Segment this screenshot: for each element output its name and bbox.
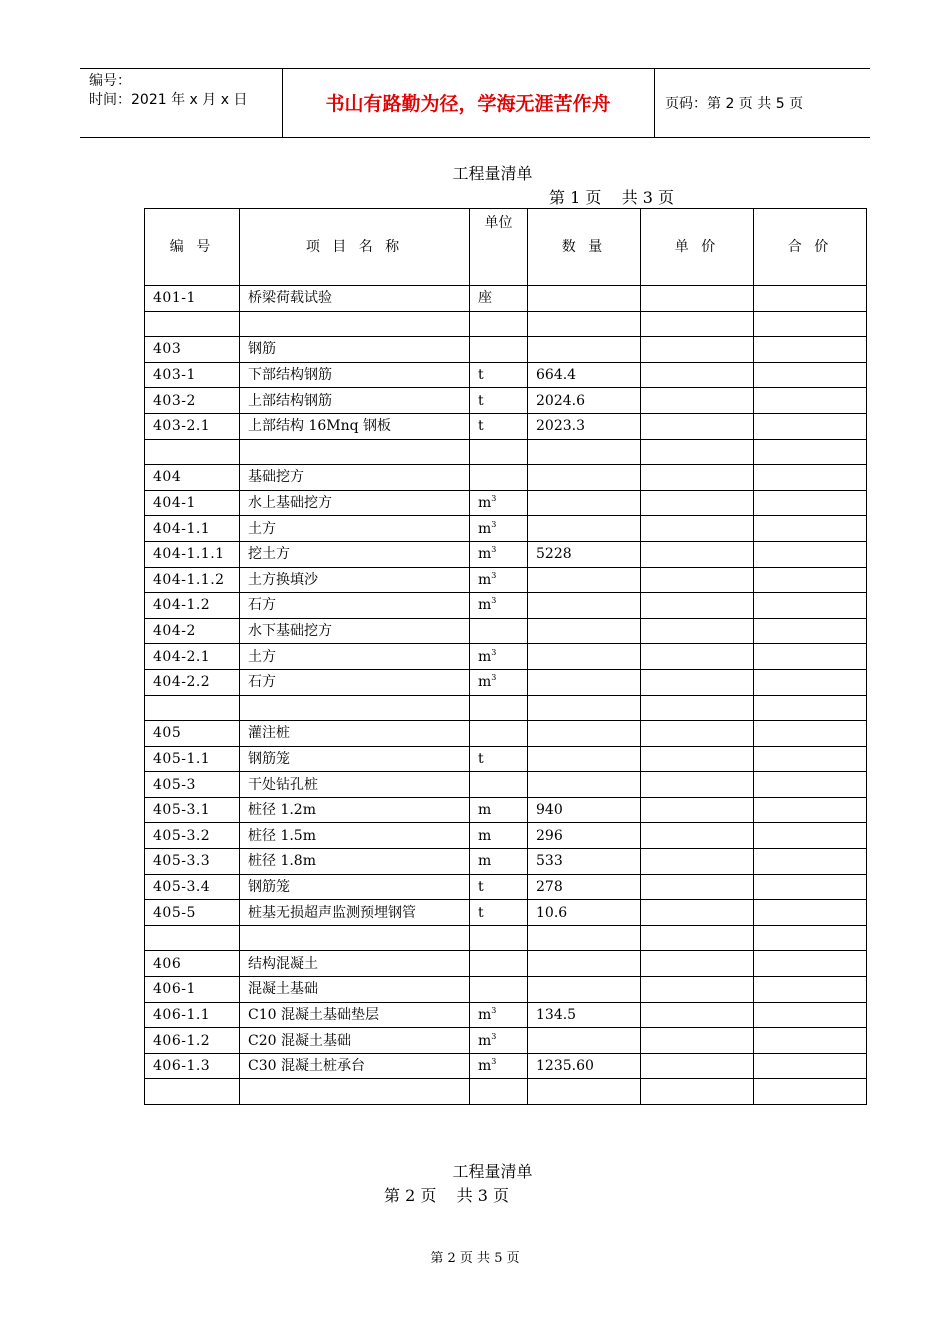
table-row [145, 874, 867, 900]
cell-quantity: 664.4 [528, 362, 641, 388]
cell-code: 404-1.1.2 [145, 567, 240, 593]
cell-total-price [754, 362, 867, 388]
cell-unit: m [470, 849, 528, 875]
cell-item-name: 结构混凝土 [240, 951, 470, 977]
table-row [145, 490, 867, 516]
cell-item-name [240, 925, 470, 951]
cell-unit: t [470, 746, 528, 772]
cell-unit: $m^3$ [470, 516, 528, 542]
cell-total-price [754, 849, 867, 875]
cell-unit-price [641, 311, 754, 337]
table-row [145, 797, 867, 823]
cell-item-name: 桩径 1.5m [240, 823, 470, 849]
cell-quantity [528, 977, 641, 1003]
cell-quantity [528, 465, 641, 491]
section1-title: 工程量清单 [452, 164, 533, 183]
cell-code: 405-3.3 [145, 849, 240, 875]
cell-unit-price [641, 874, 754, 900]
col-header-code: 编 号 [145, 209, 240, 286]
cell-unit: $m^3$ [470, 490, 528, 516]
col-header-unit: 单位 [470, 209, 528, 286]
cell-unit: $m^3$ [470, 1053, 528, 1079]
cell-code: 406-1 [145, 977, 240, 1003]
cell-unit-price [641, 465, 754, 491]
cell-unit-price [641, 746, 754, 772]
table-row [145, 823, 867, 849]
cell-unit: 座 [470, 286, 528, 312]
cell-quantity [528, 925, 641, 951]
cell-unit-price [641, 925, 754, 951]
cell-item-name: 钢筋笼 [240, 874, 470, 900]
cell-total-price [754, 337, 867, 363]
cell-item-name: 挖土方 [240, 541, 470, 567]
cell-total-price [754, 311, 867, 337]
cell-total-price [754, 593, 867, 619]
table-row [145, 644, 867, 670]
header-divider [654, 69, 655, 137]
cell-quantity [528, 439, 641, 465]
cell-unit [470, 311, 528, 337]
cell-quantity [528, 669, 641, 695]
cell-unit-price [641, 1028, 754, 1054]
cell-item-name: 上部结构钢筋 [240, 388, 470, 414]
section2-title: 工程量清单 [452, 1162, 533, 1181]
cell-unit: $m^3$ [470, 1002, 528, 1028]
cell-unit [470, 337, 528, 363]
table-row [145, 669, 867, 695]
cell-total-price [754, 925, 867, 951]
cell-unit: $m^3$ [470, 567, 528, 593]
cell-unit: $m^3$ [470, 669, 528, 695]
cell-code: 405-3 [145, 772, 240, 798]
cell-item-name: 土方 [240, 644, 470, 670]
cell-unit [470, 618, 528, 644]
table-row [145, 772, 867, 798]
cell-code: 403-2.1 [145, 413, 240, 439]
cell-code: 404-2.1 [145, 644, 240, 670]
table-row [145, 849, 867, 875]
table-row [145, 439, 867, 465]
number-label: 编号： [89, 73, 131, 89]
cell-total-price [754, 618, 867, 644]
col-header-unit-price: 单 价 [641, 209, 754, 286]
cell-code: 405 [145, 721, 240, 747]
header-meta [89, 72, 247, 110]
header-page-code: 页码：第 2 页 共 5 页 [665, 96, 804, 112]
table-row [145, 951, 867, 977]
cell-item-name [240, 439, 470, 465]
cell-code: 405-5 [145, 900, 240, 926]
cell-unit [470, 1079, 528, 1105]
cell-item-name: 干处钻孔桩 [240, 772, 470, 798]
cell-unit-price [641, 439, 754, 465]
cell-unit-price [641, 977, 754, 1003]
cell-unit-price [641, 593, 754, 619]
cell-quantity: 2024.6 [528, 388, 641, 414]
cell-quantity: 533 [528, 849, 641, 875]
table-row [145, 286, 867, 312]
cell-code: 404 [145, 465, 240, 491]
cell-total-price [754, 1079, 867, 1105]
cell-item-name: 下部结构钢筋 [240, 362, 470, 388]
table-row [145, 695, 867, 721]
cell-item-name: 水下基础挖方 [240, 618, 470, 644]
cell-unit-price [641, 951, 754, 977]
cell-quantity [528, 1079, 641, 1105]
table-row [145, 977, 867, 1003]
cell-unit-price [641, 541, 754, 567]
table-row [145, 1053, 867, 1079]
section2-page-info: 第 2 页 共 3 页 [384, 1186, 510, 1205]
cell-total-price [754, 746, 867, 772]
cell-quantity: 5228 [528, 541, 641, 567]
cell-code: 404-2.2 [145, 669, 240, 695]
cell-code: 403 [145, 337, 240, 363]
cell-item-name: 上部结构 16Mnq 钢板 [240, 413, 470, 439]
cell-unit-price [641, 490, 754, 516]
cell-total-price [754, 490, 867, 516]
cell-item-name: 桩基无损超声监测预埋钢管 [240, 900, 470, 926]
cell-total-price [754, 797, 867, 823]
cell-item-name [240, 311, 470, 337]
cell-item-name: 混凝土基础 [240, 977, 470, 1003]
table-row [145, 516, 867, 542]
cell-item-name: 土方换填沙 [240, 567, 470, 593]
cell-code: 404-1.1.1 [145, 541, 240, 567]
cell-total-price [754, 1002, 867, 1028]
table-row [145, 1079, 867, 1105]
cell-unit: t [470, 388, 528, 414]
cell-quantity: 2023.3 [528, 413, 641, 439]
table-row [145, 900, 867, 926]
cell-unit [470, 465, 528, 491]
table-body [145, 286, 867, 1105]
cell-item-name: 水上基础挖方 [240, 490, 470, 516]
cell-quantity [528, 516, 641, 542]
cell-quantity [528, 721, 641, 747]
cell-item-name: 桥梁荷载试验 [240, 286, 470, 312]
cell-unit: $m^3$ [470, 541, 528, 567]
cell-unit-price [641, 388, 754, 414]
cell-total-price [754, 900, 867, 926]
cell-unit: $m^3$ [470, 593, 528, 619]
cell-quantity: 278 [528, 874, 641, 900]
cell-unit: $m^3$ [470, 1028, 528, 1054]
cell-code: 403-2 [145, 388, 240, 414]
col-header-total-price: 合 价 [754, 209, 867, 286]
cell-quantity [528, 951, 641, 977]
quantity-table [144, 208, 867, 1105]
cell-quantity [528, 695, 641, 721]
cell-unit-price [641, 362, 754, 388]
cell-total-price [754, 772, 867, 798]
cell-code: 404-2 [145, 618, 240, 644]
cell-unit: t [470, 362, 528, 388]
cell-code: 406-1.3 [145, 1053, 240, 1079]
cell-item-name: 桩径 1.2m [240, 797, 470, 823]
table-row [145, 721, 867, 747]
cell-total-price [754, 823, 867, 849]
cell-quantity: 10.6 [528, 900, 641, 926]
cell-quantity: 134.5 [528, 1002, 641, 1028]
cell-unit-price [641, 695, 754, 721]
table-row [145, 1002, 867, 1028]
cell-unit-price [641, 849, 754, 875]
table-row [145, 362, 867, 388]
cell-item-name: 基础挖方 [240, 465, 470, 491]
cell-item-name: 钢筋 [240, 337, 470, 363]
time-label: 时间：2021 年 x 月 x 日 [89, 92, 248, 108]
cell-item-name: 灌注桩 [240, 721, 470, 747]
cell-unit: t [470, 874, 528, 900]
cell-unit [470, 695, 528, 721]
cell-unit-price [641, 900, 754, 926]
cell-unit: t [470, 900, 528, 926]
cell-code [145, 695, 240, 721]
col-header-quantity: 数 量 [528, 209, 641, 286]
cell-quantity: 296 [528, 823, 641, 849]
cell-total-price [754, 286, 867, 312]
cell-unit-price [641, 516, 754, 542]
cell-code [145, 439, 240, 465]
cell-code [145, 311, 240, 337]
table-header-row [145, 209, 867, 286]
cell-total-price [754, 1053, 867, 1079]
table-row [145, 1028, 867, 1054]
cell-unit: m [470, 823, 528, 849]
cell-total-price [754, 1028, 867, 1054]
cell-unit-price [641, 669, 754, 695]
cell-item-name: C30 混凝土桩承台 [240, 1053, 470, 1079]
table-row [145, 465, 867, 491]
cell-unit: m [470, 797, 528, 823]
cell-code: 404-1.1 [145, 516, 240, 542]
cell-code: 404-1 [145, 490, 240, 516]
section1-page-info: 第 1 页 共 3 页 [549, 188, 675, 207]
table-row [145, 593, 867, 619]
cell-quantity [528, 286, 641, 312]
cell-quantity [528, 311, 641, 337]
cell-unit [470, 721, 528, 747]
cell-total-price [754, 388, 867, 414]
table-row [145, 337, 867, 363]
cell-item-name: C10 混凝土基础垫层 [240, 1002, 470, 1028]
cell-unit-price [641, 567, 754, 593]
cell-code: 406 [145, 951, 240, 977]
cell-code [145, 925, 240, 951]
cell-item-name: 石方 [240, 593, 470, 619]
cell-unit [470, 772, 528, 798]
cell-item-name: C20 混凝土基础 [240, 1028, 470, 1054]
cell-item-name: 石方 [240, 669, 470, 695]
cell-code: 405-3.4 [145, 874, 240, 900]
cell-total-price [754, 695, 867, 721]
cell-quantity [528, 567, 641, 593]
cell-unit-price [641, 721, 754, 747]
table-row [145, 925, 867, 951]
cell-total-price [754, 516, 867, 542]
col-header-item-name: 项 目 名 称 [240, 209, 470, 286]
page-footer: 第 2 页 共 5 页 [430, 1251, 520, 1266]
cell-code: 404-1.2 [145, 593, 240, 619]
cell-quantity [528, 644, 641, 670]
cell-code: 403-1 [145, 362, 240, 388]
cell-total-price [754, 465, 867, 491]
cell-unit [470, 925, 528, 951]
cell-code [145, 1079, 240, 1105]
table-row [145, 311, 867, 337]
cell-quantity [528, 593, 641, 619]
cell-total-price [754, 669, 867, 695]
table-row [145, 413, 867, 439]
cell-unit-price [641, 337, 754, 363]
cell-unit: t [470, 413, 528, 439]
cell-quantity [528, 772, 641, 798]
cell-quantity: 1235.60 [528, 1053, 641, 1079]
cell-code: 405-3.1 [145, 797, 240, 823]
cell-unit [470, 977, 528, 1003]
table-row [145, 541, 867, 567]
cell-unit [470, 951, 528, 977]
cell-quantity [528, 490, 641, 516]
cell-unit-price [641, 286, 754, 312]
cell-unit-price [641, 797, 754, 823]
cell-total-price [754, 874, 867, 900]
table-row [145, 388, 867, 414]
cell-total-price [754, 439, 867, 465]
cell-item-name: 土方 [240, 516, 470, 542]
cell-item-name [240, 695, 470, 721]
cell-unit-price [641, 1002, 754, 1028]
cell-unit-price [641, 1053, 754, 1079]
cell-code: 406-1.2 [145, 1028, 240, 1054]
table-row [145, 567, 867, 593]
table-row [145, 746, 867, 772]
cell-quantity [528, 337, 641, 363]
document-header [80, 68, 870, 138]
cell-total-price [754, 721, 867, 747]
cell-total-price [754, 951, 867, 977]
cell-total-price [754, 644, 867, 670]
cell-quantity [528, 618, 641, 644]
cell-quantity: 940 [528, 797, 641, 823]
cell-code: 405-3.2 [145, 823, 240, 849]
cell-quantity [528, 746, 641, 772]
cell-unit-price [641, 823, 754, 849]
cell-item-name [240, 1079, 470, 1105]
cell-code: 401-1 [145, 286, 240, 312]
cell-total-price [754, 567, 867, 593]
header-motto: 书山有路勤为径，学海无涯苦作舟 [325, 93, 611, 115]
cell-unit: $m^3$ [470, 644, 528, 670]
cell-total-price [754, 413, 867, 439]
cell-unit-price [641, 413, 754, 439]
cell-unit-price [641, 772, 754, 798]
cell-unit-price [641, 618, 754, 644]
cell-unit-price [641, 1079, 754, 1105]
cell-total-price [754, 541, 867, 567]
cell-unit-price [641, 644, 754, 670]
cell-item-name: 钢筋笼 [240, 746, 470, 772]
cell-quantity [528, 1028, 641, 1054]
cell-item-name: 桩径 1.8m [240, 849, 470, 875]
cell-total-price [754, 977, 867, 1003]
cell-unit [470, 439, 528, 465]
table-row [145, 618, 867, 644]
cell-code: 405-1.1 [145, 746, 240, 772]
cell-code: 406-1.1 [145, 1002, 240, 1028]
